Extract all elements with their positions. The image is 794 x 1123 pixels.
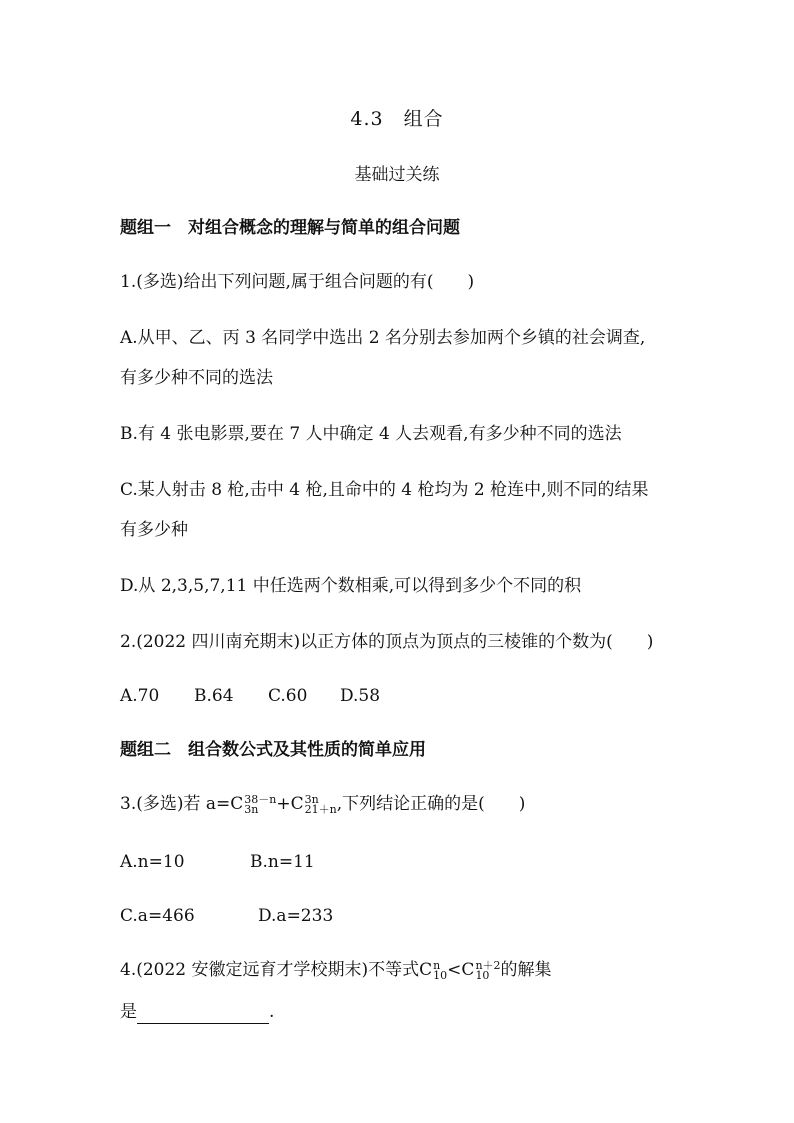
q3-option-d: D.a=233: [258, 906, 334, 926]
answer-blank[interactable]: [137, 1005, 269, 1024]
q3-comb2-indices: [304, 792, 337, 816]
q4-answer-line: [120, 1000, 274, 1024]
q2-option-d: D.58: [340, 686, 381, 706]
q3-comb1-indices: [244, 792, 277, 816]
q3-option-c: C.a=466: [120, 906, 195, 926]
q1-option-b: B.有 4 张电影票,要在 7 人中确定 4 人去观看,有多少种不同的选法: [120, 424, 622, 444]
q4-prefix: 4.(2022 安徽定远育才学校期末)不等式C: [120, 960, 433, 980]
q3-comb2-sup: 3n: [304, 792, 319, 806]
q1-option-a-line1: A.从甲、乙、丙 3 名同学中选出 2 名分别去参加两个乡镇的社会调查,: [120, 328, 646, 348]
q1-option-a-line2: 有多少种不同的选法: [120, 368, 273, 388]
q3-options-row1: [120, 850, 315, 874]
q4-suffix: 的解集: [500, 960, 552, 980]
q3-stem: [120, 792, 525, 816]
q3-option-b: B.n=11: [250, 852, 315, 872]
q3-prefix: 3.(多选)若 a=C: [120, 794, 244, 814]
q1-option-d: D.从 2,3,5,7,11 中任选两个数相乘,可以得到多少个不同的积: [120, 576, 582, 596]
q4-comb2-sup: n＋2: [475, 958, 501, 972]
q2-option-b: B.64: [194, 686, 234, 706]
section-subtitle: 基础过关练: [354, 165, 440, 185]
q3-option-a: A.n=10: [120, 852, 185, 872]
group2-heading: 题组二 组合数公式及其性质的简单应用: [120, 740, 426, 760]
q4-less-than: <C: [447, 960, 475, 980]
q4-comb2-sub: 10: [475, 968, 490, 982]
q1-option-c-line2: 有多少种: [120, 520, 188, 540]
q3-comb1-sub: 3n: [244, 802, 259, 816]
q4-comb1-indices: [433, 958, 448, 982]
page-title: 4.3 组合: [350, 108, 444, 130]
q4-comb2-indices: [475, 958, 501, 982]
q2-option-a: A.70: [120, 686, 160, 706]
q3-options-row2: [120, 904, 333, 928]
q3-suffix: ,下列结论正确的是( ): [336, 794, 526, 814]
q4-line2-suffix: .: [269, 1002, 275, 1022]
q2-option-c: C.60: [268, 686, 308, 706]
q4-comb1-sup: n: [433, 958, 441, 972]
q2-options: [120, 684, 380, 708]
q1-stem: 1.(多选)给出下列问题,属于组合问题的有( ): [120, 272, 475, 292]
q2-stem: 2.(2022 四川南充期末)以正方体的顶点为顶点的三棱锥的个数为( ): [120, 632, 654, 652]
q1-option-c-line1: C.某人射击 8 枪,击中 4 枪,且命中的 4 枪均为 2 枪连中,则不同的结果: [120, 480, 649, 500]
q3-comb1-sup: 38－n: [244, 792, 277, 806]
q3-comb2-sub: 21＋n: [304, 802, 337, 816]
group1-heading: 题组一 对组合概念的理解与简单的组合问题: [120, 218, 460, 238]
q4-comb1-sub: 10: [433, 968, 448, 982]
q3-plus: +C: [276, 794, 304, 814]
q4-line2-prefix: 是: [120, 1002, 137, 1022]
q4-stem: [120, 958, 552, 982]
